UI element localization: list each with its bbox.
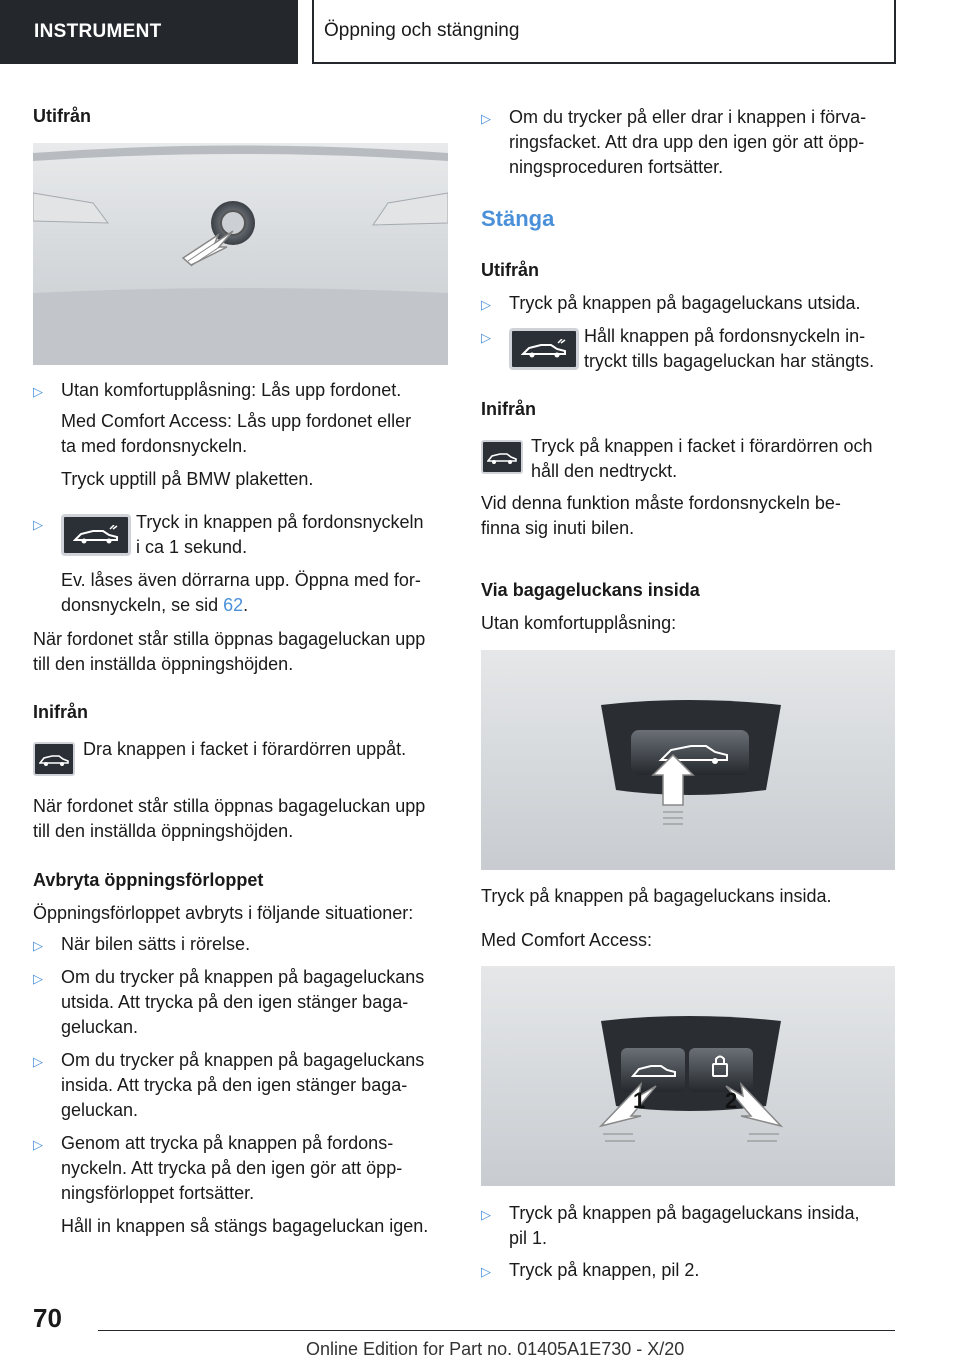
bullet-text: Genom att trycka på knappen på fordons-: [61, 1133, 394, 1153]
bullet-triangle-icon: ▷: [33, 517, 43, 532]
bullet-text: pil 1.: [509, 1228, 548, 1248]
bullet-triangle-icon: ▷: [33, 1137, 43, 1152]
door-button-icon: [481, 440, 523, 474]
door-button-icon: [33, 742, 75, 776]
paragraph: Utan komfortupplåsning:: [481, 613, 677, 633]
arrow-label-1: 1: [633, 1088, 646, 1113]
bullet-text: insida. Att trycka på den igen stänger baga-: [61, 1075, 408, 1095]
bullet-text: Tryck på knappen på bagageluckans insida,: [509, 1203, 860, 1223]
paragraph: När fordonet står stilla öppnas bagageluckan upp: [33, 796, 426, 816]
bullet-text: Om du trycker på knappen på bagageluckans: [61, 967, 425, 987]
paragraph: Tryck på knappen i facket i förardörren och: [531, 436, 873, 456]
paragraph: finna sig inuti bilen.: [481, 518, 635, 538]
paragraph: Med Comfort Access:: [481, 930, 653, 950]
bullet-text: Om du trycker på knappen på bagageluckans: [61, 1050, 425, 1070]
page-link[interactable]: 62: [223, 595, 244, 615]
bullet-triangle-icon: ▷: [33, 938, 43, 953]
bullet-text: Tryck in knappen på fordonsnyckeln: [136, 512, 424, 532]
heading-inside: Inifrån: [481, 399, 537, 419]
heading-inside: Inifrån: [33, 702, 89, 722]
paragraph: Tryck upptill på BMW plaketten.: [61, 469, 314, 489]
bullet-text: geluckan.: [61, 1100, 139, 1120]
bullet-text: Håll knappen på fordonsnyckeln in-: [584, 326, 866, 346]
heading-via-inside: Via bagageluckans insida: [481, 580, 700, 600]
paragraph: håll den nedtryckt.: [531, 461, 678, 481]
bullet-text: geluckan.: [61, 1017, 139, 1037]
heading-outside: Utifrån: [481, 260, 539, 280]
heading-outside: Utifrån: [33, 106, 91, 126]
bullet-text: Tryck på knappen på bagageluckans utsida.: [509, 293, 861, 313]
key-tailgate-button-icon: [509, 328, 579, 370]
bullet-text: i ca 1 sekund.: [136, 537, 248, 557]
bullet-triangle-icon: ▷: [481, 297, 491, 312]
page-header: [0, 0, 960, 66]
paragraph: till den inställda öppningshöjden.: [33, 654, 294, 674]
paragraph: donsnyckeln, se sid 62.: [61, 595, 249, 615]
inside-button-photo: [481, 650, 895, 870]
bullet-text: När bilen sätts i rörelse.: [61, 934, 251, 954]
bullet-triangle-icon: ▷: [481, 330, 491, 345]
paragraph: Dra knappen i facket i förardörren uppåt.: [83, 739, 407, 759]
footer-divider: [98, 1330, 895, 1331]
bullet-triangle-icon: ▷: [33, 1054, 43, 1069]
bullet-text: ringsfacket. Att dra upp den igen gör att öpp-: [509, 132, 865, 152]
bullet-text: Om du trycker på eller drar i knappen i förva-: [509, 107, 867, 127]
paragraph: Med Comfort Access: Lås upp fordonet eller: [61, 411, 412, 431]
page-number: 70: [33, 1303, 62, 1333]
paragraph: Vid denna funktion måste fordonsnyckeln be-: [481, 493, 841, 513]
paragraph: När fordonet står stilla öppnas bagageluckan upp: [33, 629, 426, 649]
paragraph: Ev. låses även dörrarna upp. Öppna med for-: [61, 570, 421, 590]
paragraph: till den inställda öppningshöjden.: [33, 821, 294, 841]
arrow-label-2: 2: [725, 1088, 738, 1113]
bullet-text: utsida. Att trycka på den igen stänger baga-: [61, 992, 409, 1012]
paragraph: Tryck på knappen på bagageluckans insida.: [481, 886, 832, 906]
tailgate-photo: [33, 143, 448, 365]
section-tab: INSTRUMENT: [0, 0, 298, 64]
paragraph: Öppningsförloppet avbryts i följande situationer:: [33, 903, 414, 923]
bullet-triangle-icon: ▷: [481, 1264, 491, 1279]
chapter-title: Öppning och stängning: [312, 0, 896, 64]
paragraph: ta med fordonsnyckeln.: [61, 436, 248, 456]
paragraph: Håll in knappen så stängs bagageluckan igen.: [61, 1216, 429, 1236]
bullet-triangle-icon: ▷: [481, 111, 491, 126]
key-tailgate-button-icon: [61, 514, 131, 556]
bullet-text: tryckt tills bagageluckan har stängts.: [584, 351, 875, 371]
heading-close: Stänga: [481, 206, 555, 231]
bullet-triangle-icon: ▷: [33, 384, 43, 399]
bullet-triangle-icon: ▷: [481, 1207, 491, 1222]
bullet-text: ningsförloppet fortsätter.: [61, 1183, 255, 1203]
bullet-text: ningsproceduren fortsätter.: [509, 157, 724, 177]
bullet-text: Utan komfortupplåsning: Lås upp fordonet.: [61, 380, 402, 400]
bullet-text: nyckeln. Att trycka på den igen gör att öpp-: [61, 1158, 403, 1178]
edition-text: Online Edition for Part no. 01405A1E730 - X/20: [306, 1339, 685, 1359]
bullet-text: Tryck på knappen, pil 2.: [509, 1260, 700, 1280]
heading-abort: Avbryta öppningsförloppet: [33, 870, 264, 890]
comfort-buttons-photo: [481, 966, 895, 1186]
bullet-triangle-icon: ▷: [33, 971, 43, 986]
